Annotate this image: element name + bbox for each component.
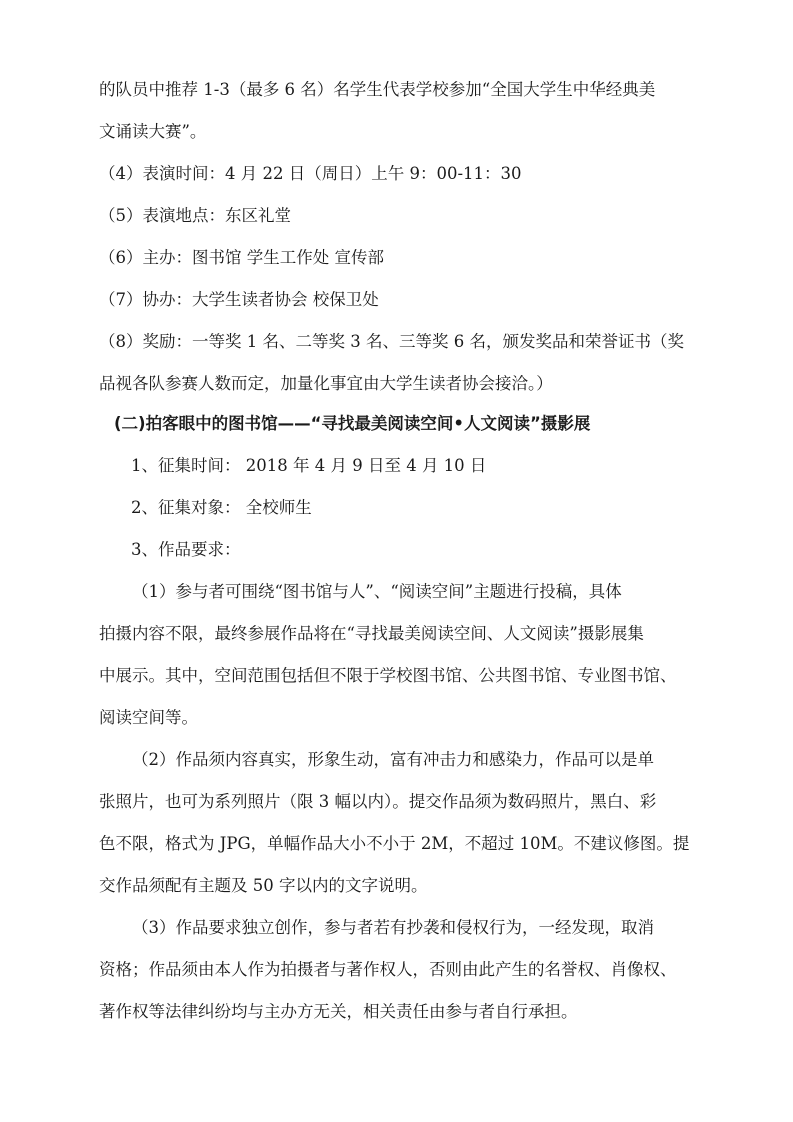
list-item: 2、征集对象： 全校师生 (131, 498, 312, 517)
text-line: 阅读空间等。 (99, 708, 198, 727)
requirement-2 (99, 739, 699, 907)
text-line: 的队员中推荐 1-3（最多 6 名）名学生代表学校参加“全国大学生中华经典美 (99, 80, 656, 99)
items-list (131, 445, 731, 571)
text-line: 色不限，格式为 JPG，单幅作品大小不小于 2M，不超过 10M。不建议修图。提 (99, 834, 690, 853)
intro-paragraph (99, 69, 699, 153)
requirement-1 (99, 571, 699, 739)
text-line: 拍摄内容不限，最终参展作品将在“寻找最美阅读空间、人文阅读”摄影展集 (99, 624, 644, 643)
detail-co-organizer: （7）协办：大学生读者协会 校保卫处 (99, 290, 379, 309)
text-line: （2）作品须内容真实，形象生动，富有冲击力和感染力，作品可以是单 (132, 750, 654, 769)
text-line: 资格；作品须由本人作为拍摄者与著作权人，否则由此产生的名誉权、肖像权、 (99, 960, 677, 979)
list-item: 1、征集时间： 2018 年 4 月 9 日至 4 月 10 日 (131, 456, 487, 475)
detail-awards: （8）奖励：一等奖 1 名、二等奖 3 名、三等奖 6 名，颁发奖品和荣誉证书（奖 (99, 332, 684, 351)
detail-location: （5）表演地点：东区礼堂 (99, 206, 291, 225)
detail-organizer: （6）主办：图书馆 学生工作处 宣传部 (99, 248, 384, 267)
section-heading: (二)拍客眼中的图书馆——“寻找最美阅读空间•人文阅读”摄影展 (114, 414, 591, 433)
text-line: 张照片，也可为系列照片（限 3 幅以内）。提交作品须为数码照片，黑白、彩 (99, 792, 657, 811)
text-line: 文诵读大赛”。 (99, 122, 207, 141)
text-line: 交作品须配有主题及 50 字以内的文字说明。 (99, 876, 428, 895)
text-line: 中展示。其中，空间范围包括但不限于学校图书馆、公共图书馆、专业图书馆、 (99, 666, 677, 685)
requirement-3 (99, 907, 699, 1033)
text-line: （3）作品要求独立创作，参与者若有抄袭和侵权行为，一经发现，取消 (132, 918, 654, 937)
list-item: 3、作品要求： (131, 540, 241, 559)
text-line: （1）参与者可围绕“图书馆与人”、“阅读空间”主题进行投稿，具体 (132, 582, 622, 601)
text-line: 著作权等法律纠纷均与主办方无关，相关责任由参与者自行承担。 (99, 1002, 578, 1021)
event-details (99, 153, 699, 405)
detail-time: （4）表演时间：4 月 22 日（周日）上午 9：00-11：30 (99, 164, 522, 183)
detail-awards-cont: 品视各队参赛人数而定，加量化事宜由大学生读者协会接洽。） (99, 374, 553, 393)
